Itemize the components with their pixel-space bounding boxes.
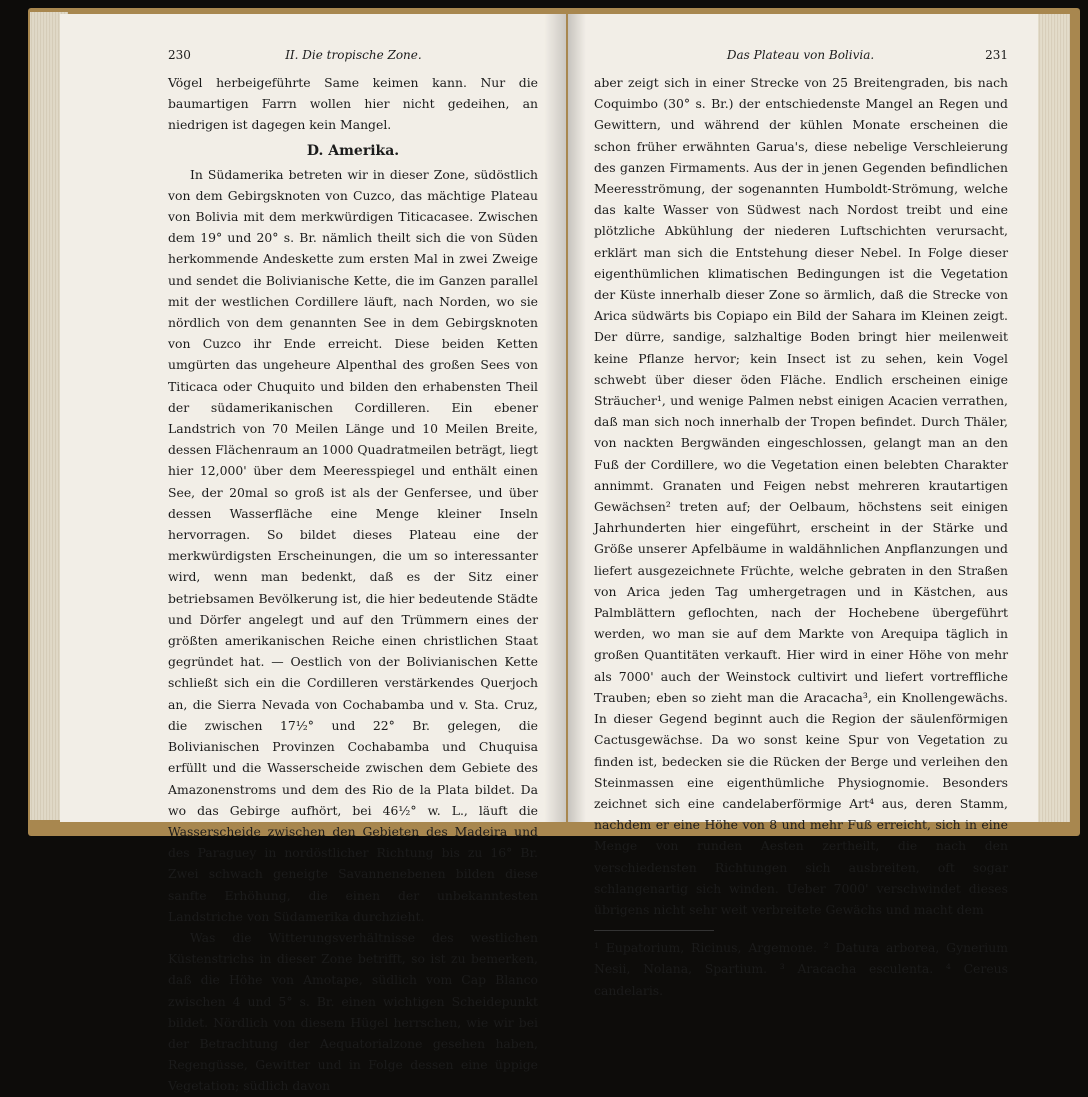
left-running-title: II. Die tropische Zone. xyxy=(285,48,422,62)
footnotes: ¹ Eupatorium, Ricinus, Argemone. ² Datura arborea, Gynerium Nesii, Nolana, Spartium. ³ Aracacha esculenta. ⁴ Cereus candelaris. xyxy=(594,940,1008,998)
left-paragraph-3: Was die Witterungsverhältnisse des westlichen Küstenstrichs in dieser Zone betrifft, so ist zu bemerken, daß die Höhe von Amotape, südlich vom Cap Blanco zwischen 4 und 5° s. Br. einen wichtigen Scheidepunkt bildet. Nördlich von diesem Hügel herrschen, wie wir bei der Betrachtung der Aequatorialzone gesehen haben, Regengüsse, Gewitter und in Folge dessen eine üppige Vegetation; südlich davon xyxy=(168,929,538,1094)
right-paragraph-1: aber zeigt sich in einer Strecke von 25 Breitengraden, bis nach Coquimbo (30° s. Br.) der entschiedenste Mangel an Regen und Gewittern, und während der kühlen Monate erscheinen die schon früher erwähnten Garua's, diese nebelige Verschleierung des ganzen Firmaments. Aus der in jenen Gegenden befindlichen Meeresströmung, der sogenannten Humboldt-Strömung, welche das kalte Wasser von Südwest nach Nordost treibt und eine plötzliche Abkühlung der niederen Luftschichten verursacht, erklärt man sich die Entstehung dieser Nebel. In Folge dieser eigenthümlichen klimatischen Bedingungen ist die Vegetation der Küste innerhalb dieser Zone so ärmlich, daß die Strecke von Arica südwärts bis Copiapo ein Bild der Sahara im Kleinen zeigt. Der dürre, sandige, salzhaltige Boden bringt hier meilenweit keine Pflanze hervor; kein Insect ist zu sehen, kein Vogel schwebt über dieser öden Fläche. Endlich erscheinen einige Sträucher¹, und wenige Palmen nebst einigen Acacien verrathen, daß man sich noch innerhalb der Tropen befindet. Durch Thäler, von nackten Bergwänden eingeschlossen, gelangt man an den Fuß der Cordillere, wo die Vegetation einen belebten Charakter annimmt. Granaten und Feigen nebst mehreren krautartigen Gewächsen² treten auf; der Oelbaum, höchstens seit einigen Jahrhunderten hier eingeführt, erscheint in der Stärke und Größe unserer Apfelbäume in waldähnlichen Anpflanzungen und liefert ausgezeichnete Früchte, welche gebraten in den Straßen von Arica jeden Tag umhergetragen und in Kästchen, aus Palmblättern geflochten, nach der Hochebene übergeführt werden, wo man sie auf dem Markte von Arequipa täglich in großen Quantitäten verkauft. Hier wird in einer Höhe von mehr als 7000' auch der Weinstock cultivirt und liefert vortreffliche Trauben; eben so zieht man die Aracacha³, ein Knollengewächs. In dieser Gegend beginnt auch die Region der säulenförmigen Cactusgewächse. Da wo sonst keine Spur von Vegetation zu finden ist, bedecken sie die Rücken der Berge und verleihen den Steinmassen eine eigenthümliche Physiognomie. Besonders zeichnet sich eine candelaberförmige Art⁴ aus, deren Stamm, nachdem er eine Höhe von 8 und mehr Fuß erreicht, sich in eine Menge von runden Aesten zertheilt, die nach den verschiedensten Richtungen sich ausbreiten, oft sogar schlangenartig sich winden. Ueber 7000' verschwindet dieses übrigens nicht sehr weit verbreitete Gewächs und macht dem xyxy=(594,75,1008,917)
left-page-body xyxy=(168,72,538,1097)
right-running-title: Das Plateau von Bolivia. xyxy=(726,48,875,62)
right-page xyxy=(568,14,1038,998)
section-title: D. Amerika. xyxy=(306,142,400,159)
left-page xyxy=(60,14,566,1094)
left-page-number: 230 xyxy=(168,48,191,62)
left-page-header xyxy=(168,48,538,68)
left-paragraph-1: Vögel herbeigeführte Same keimen kann. Nur die baumartigen Farrn wollen hier nicht gedeihen, an niedrigen ist dagegen kein Mangel. xyxy=(168,75,538,133)
footnote-rule xyxy=(594,930,714,931)
right-page-number: 231 xyxy=(985,48,1008,62)
left-paragraph-2: In Südamerika betreten wir in dieser Zone, südöstlich von dem Gebirgsknoten von Cuzco, das mächtige Plateau von Bolivia mit dem merkwürdigen Titicacasee. Zwischen dem 19° und 20° s. Br. nämlich theilt sich die von Süden herkommende Andeskette zum ersten Mal in zwei Zweige und sendet die Bolivianische Kette, die im Ganzen parallel mit der westlichen Cordillere läuft, nach Norden, wo sie nördlich von dem genannten See in dem Gebirgsknoten von Cuzco ihr Ende erreicht. Diese beiden Ketten umgürten das ungeheure Alpenthal des großen Sees von Titicaca oder Chuquito und bilden den erhabensten Theil der südamerikanischen Cordilleren. Ein ebener Landstrich von 70 Meilen Länge und 10 Meilen Breite, dessen Flächenraum an 1000 Quadratmeilen beträgt, liegt hier 12,000' über dem Meeresspiegel und enthält einen See, der 20mal so groß ist als der Genfersee, und über dessen Wasserfläche eine Menge kleiner Inseln hervorragen. So bildet dieses Plateau eine der merkwürdigsten Erscheinungen, die um so interessanter wird, wenn man bedenkt, daß es der Sitz einer betriebsamen Bevölkerung ist, die hier bedeutende Städte und Dörfer angelegt und auf den Trümmern eines der größten amerikanischen Reiche einen christlichen Staat gegründet hat. — Oestlich von der Bolivianischen Kette schließt sich ein die Cordilleren verstärkendes Querjoch an, die Sierra Nevada von Cochabamba und v. Sta. Cruz, die zwischen 17½° und 22° Br. gelegen, die Bolivianischen Provinzen Cochabamba und Chuquisa erfüllt und die Wasserscheide zwischen dem Gebiete des Amazonenstroms und dem des Rio de la Plata bildet. Da wo das Gebirge aufhört, bei 46½° w. L., läuft die Wasserscheide zwischen den Gebieten des Madeira und des Paraguey in nordöstlicher Richtung bis zu 16° Br. Zwei schwach geneigte Savannenebenen bilden diese sanfte Erhöhung, die einen der unbekanntesten Landstriche von Südamerika durchzieht. xyxy=(168,166,538,924)
right-page-header xyxy=(594,48,1008,68)
right-page-body xyxy=(594,72,1008,1001)
